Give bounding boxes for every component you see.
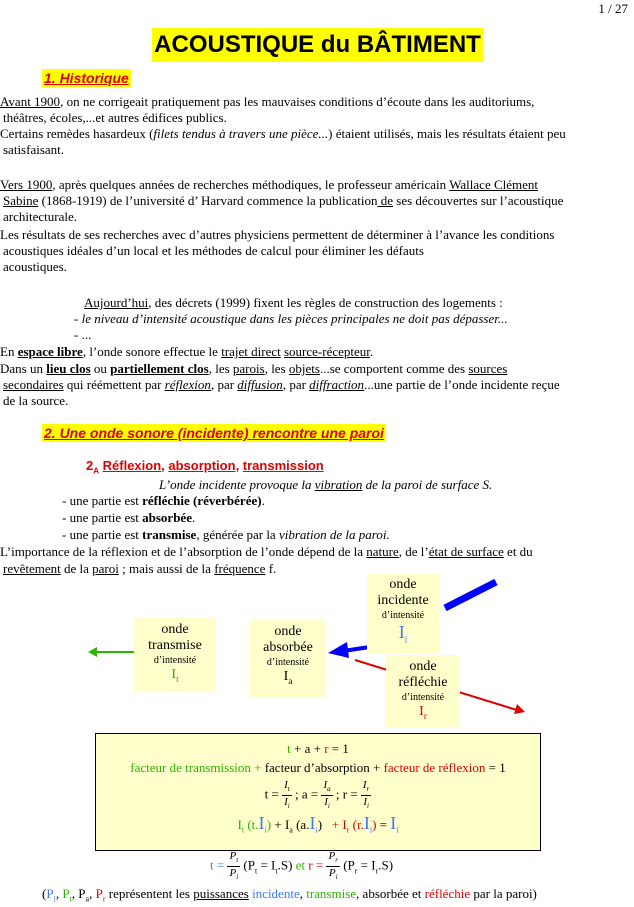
formula-intensities: $I_t$ $(t.I_i) + I_a$ $(a.I_i) + I_r$ $(r.I_i) = I_i$ — [237, 812, 399, 835]
paragraph-line: architecturale. — [3, 209, 77, 224]
absorbed-wave-box: onde absorbée d’intensité $I_a$ — [250, 620, 326, 698]
list-item: - une partie est réfléchie (réverbérée). — [62, 493, 265, 508]
paragraph-line: acoustiques. — [3, 259, 67, 274]
page-number: 1 / 27 — [598, 1, 628, 16]
paragraph-line: théâtres, écoles,...et autres édifices publics. — [3, 110, 227, 125]
paragraph-line: acoustiques idéales d’un local et les méthodes de calcul pour éliminer les défauts — [3, 243, 424, 258]
list-item: - une partie est transmise, générée par la vibration de la paroi. — [62, 527, 390, 542]
reflected-wave-box: onde réfléchie d’intensité $I_r$ — [386, 655, 460, 727]
incident-beam — [445, 582, 496, 608]
paragraph-line: de la source. — [3, 393, 69, 408]
incident-arrowhead — [328, 642, 349, 658]
section-1-heading: 1. Historique — [44, 70, 129, 86]
paragraph-line: Vers 1900, après quelques années de recherches méthodiques, le professeur américain Wallace Clément — [0, 177, 539, 192]
reflected-arrowhead — [514, 704, 525, 714]
transmitted-arrowhead — [88, 647, 97, 657]
paragraph-line: L’onde incidente provoque la vibration de la paroi de surface S. — [159, 477, 493, 492]
list-item: - le niveau d’intensité acoustique dans les pièces principales ne doit pas dépasser... — [74, 311, 508, 326]
paragraph-line: Dans un lieu clos ou partiellement clos, les parois, les objets...se comportent comme des sources — [0, 361, 508, 376]
formula-box — [95, 733, 541, 851]
paragraph-line: satisfaisant. — [3, 142, 65, 157]
paragraph-line: L’importance de la réflexion et de l’absorption de l’onde dépend de la nature, de l’état de surface et du — [0, 544, 533, 559]
formula-factors: facteur de transmission + facteur d’absorption + facteur de réflexion = 1 — [130, 759, 506, 775]
page-title: ACOUSTIQUE du BÂTIMENT — [152, 28, 483, 62]
power-formulas: t = $\frac{P_t}{P_i}$ $(P_t = I_t.S)$ et r = $\frac{P_r}{P_i}$ $(P_r = I_r.S)$ — [210, 850, 394, 882]
paragraph-line: Avant 1900, on ne corrigeait pratiquement pas les mauvaises conditions d’écoute dans les auditoriums, — [0, 94, 535, 109]
paragraph-line: revêtement de la paroi ; mais aussi de la fréquence f. — [3, 561, 277, 576]
list-item: - ... — [74, 327, 92, 342]
subsection-heading: $2_A$ Réflexion, absorption, transmission — [86, 458, 324, 476]
paragraph-line: Certains remèdes hasardeux (filets tendus à travers une pièce...) étaient utilisés, mais les résultats étaient peu — [0, 126, 566, 141]
formula-sum: t + a + r = 1 — [287, 741, 349, 756]
formula-ratios: t = $\frac{I_t}{I_i}$ ; a = $\frac{I_a}{I_i}$ ; r = $\frac{I_r}{I_i}$ — [264, 778, 370, 810]
paragraph-line: secondaires qui réémettent par réflexion, par diffusion, par diffraction...une partie de l’onde incidente reçue — [3, 377, 560, 392]
paragraph-line: Aujourd’hui, des décrets (1999) fixent les règles de construction des logements : — [84, 295, 503, 310]
paragraph-line: En espace libre, l’onde sonore effectue le trajet direct source-récepteur. — [0, 344, 374, 359]
list-item: - une partie est absorbée. — [62, 510, 196, 525]
incident-wave-box: onde incidente d’intensité $I_i$ — [367, 574, 439, 653]
power-legend: ($P_i$, $P_t$, $P_a$, $P_r$ représentent les puissances incidente, transmise, absorbée et réfléchie par la paroi) — [42, 886, 537, 904]
transmitted-wave-box: onde transmise d’intensité $I_t$ — [134, 618, 216, 692]
paragraph-line: Les résultats de ses recherches avec d’autres physiciens permettent de déterminer à l’avance les conditions — [0, 227, 555, 242]
section-2-heading: 2. Une onde sonore (incidente) rencontre une paroi — [44, 425, 384, 441]
paragraph-line: Sabine (1868-1919) de l’université d’ Harvard commence la publication de ses découvertes sur l’acoustique — [3, 193, 564, 208]
